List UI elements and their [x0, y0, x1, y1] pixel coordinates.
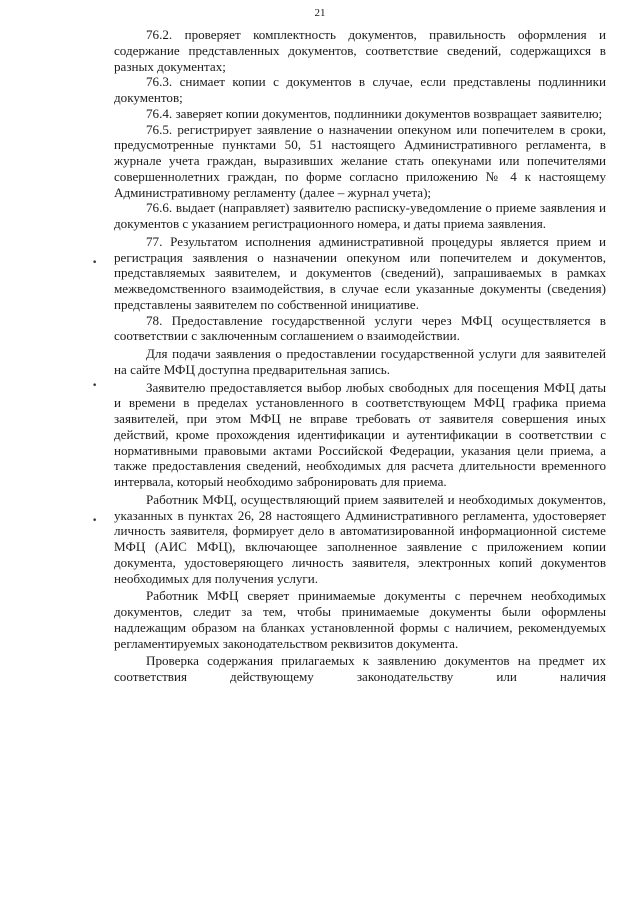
paragraph-preregistration: Для подачи заявления о предоставлении государственной услуги для заявителей на сайте МФЦ доступна предварительная запись.: [114, 346, 606, 377]
paragraph-mfc-worker-check: Работник МФЦ сверяет принимаемые документы с перечнем необходимых документов, следит за тем, чтобы принимаемые документы были оформлены надлежащим образом на бланках установленной формы с наличием, рекомендуемых регламентируемых законодательством реквизитов документа.: [114, 588, 606, 651]
paragraph-78: 78. Предоставление государственной услуги через МФЦ осуществляется в соответствии с заключенным соглашением о взаимодействии.: [114, 312, 606, 344]
page-number: 21: [314, 7, 326, 19]
document-body: [114, 27, 606, 685]
margin-mark: •: [92, 258, 98, 268]
paragraph-77: 77. Результатом исполнения административной процедуры является прием и регистрация заявления о назначении опекуном или попечителем и документов, представляемых заявителем, и документов (сведений), запрашиваемых в рамках межведомственного взаимодействия, в случае если указанные документы (сведения) представлены заявителем по собственной инициативе.: [114, 233, 606, 312]
paragraph-time-selection: Заявителю предоставляется выбор любых свободных для посещения МФЦ даты и времени в пределах установленного в соответствующем МФЦ графика приема заявителей, при этом МФЦ не вправе требовать от заявителя совершения иных действий, кроме прохождения идентификации и аутентификации в соответствии с нормативными правовыми актами Российской Федерации, указания цели приема, а также предоставления сведений, необходимых для расчета длительности временного интервала, который необходимо забронировать для приема.: [114, 379, 606, 489]
margin-mark: •: [92, 516, 98, 526]
paragraph-content-check: Проверка содержания прилагаемых к заявлению документов на предмет их соответствия действующему законодательству или наличия: [114, 653, 606, 684]
margin-mark: •: [92, 381, 98, 391]
paragraph-76-3: 76.3. снимает копии с документов в случае, если представлены подлинники документов;: [114, 74, 606, 105]
paragraph-76-4: 76.4. заверяет копии документов, подлинники документов возвращает заявителю;: [146, 105, 603, 121]
paragraph-76-2: 76.2. проверяет комплектность документов, правильность оформления и содержание представленных документов, соответствие сведений, содержащихся в разных документах;: [114, 27, 606, 74]
paragraph-mfc-worker-intake: Работник МФЦ, осуществляющий прием заявителей и необходимых документов, указанных в пунктах 26, 28 настоящего Административного регламента, удостоверяет личность заявителя, формирует дело в автоматизированной информационной системе МФЦ (АИС МФЦ), включающее заполненное заявление с приложением копии документа, удостоверяющего личность заявителя, электронных копий документов необходимых для получения услуги.: [114, 491, 606, 586]
paragraph-76-6: 76.6. выдает (направляет) заявителю расписку-уведомление о приеме заявления и документов с указанием регистрационного номера, и даты приема заявления.: [114, 200, 606, 231]
paragraph-76-5: 76.5. регистрирует заявление о назначении опекуном или попечителем в сроки, предусмотренные пунктами 50, 51 настоящего Административного регламента, в журнале учета граждан, выразивших желание стать опекунами или попечителями совершеннолетних граждан, по форме согласно приложению № 4 к настоящему Административному регламенту (далее – журнал учета);: [114, 121, 606, 200]
